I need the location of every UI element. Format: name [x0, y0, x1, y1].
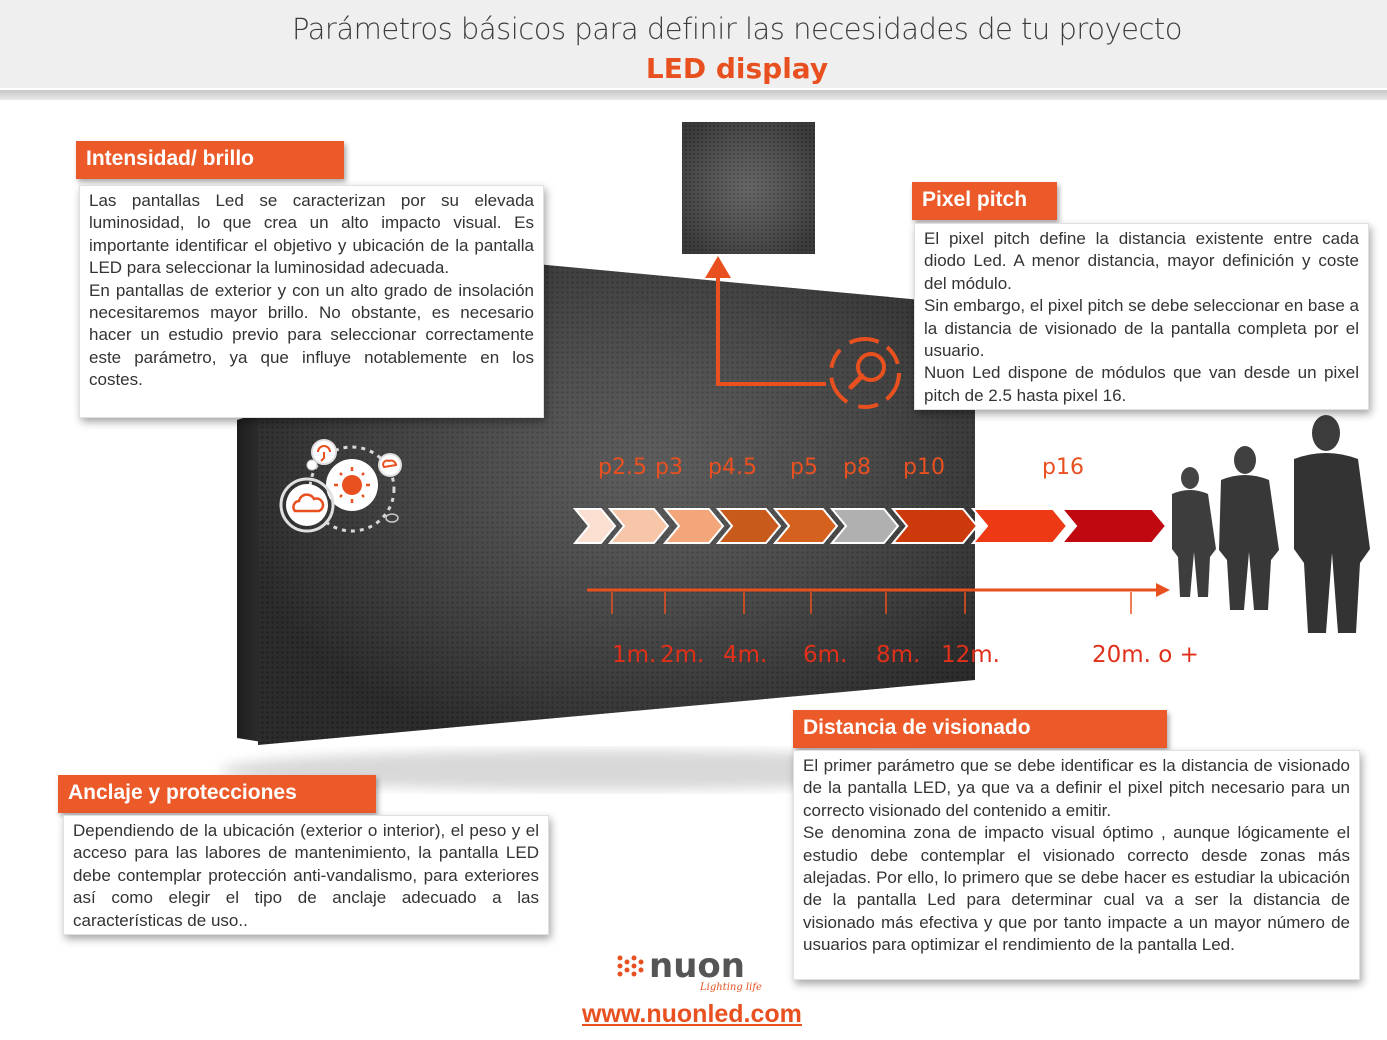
anclaje-title: Anclaje y protecciones	[58, 775, 376, 813]
pitch-chevron	[1062, 509, 1166, 543]
pitch-chevron	[973, 509, 1067, 543]
brillo-title: Intensidad/ brillo	[76, 141, 344, 179]
anclaje-description	[63, 815, 549, 935]
distancia-title: Distancia de visionado	[793, 710, 1167, 748]
anclaje-paragraph: Dependiendo de la ubicación (exterior o interior), el peso y el acceso para las labores de mantenimiento, la pantalla LED debe contemplar protección anti-vandalismo, para exteriores así como elegir el tipo de anclaje adecuado a las características de uso..	[73, 821, 539, 930]
pitch-label: p2.5	[598, 455, 647, 480]
distance-label: 8m.	[876, 642, 921, 668]
distance-label: 6m.	[803, 642, 848, 668]
pitch-label: p5	[790, 455, 818, 480]
pixel-pitch-paragraph: Sin embargo, el pixel pitch se debe seleccionar en base a la distancia de visionado de la pantalla completa por el usuario.	[924, 296, 1359, 361]
distancia-description	[793, 750, 1360, 980]
pixel-pitch-title: Pixel pitch	[912, 182, 1057, 220]
pitch-label: p4.5	[708, 455, 757, 480]
logo-tagline: Lighting life	[700, 982, 762, 993]
page-subtitle: LED display	[645, 52, 829, 85]
brillo-paragraph: En pantallas de exterior y con un alto grado de insolación necesitaremos mayor brillo. No obstante, es necesario hacer un estudio previo para seleccionar correctamente este parámetro, ya que influye notablemente en los costes.	[89, 280, 534, 390]
page-title: Parámetros básicos para definir las necesidades de tu proyecto	[291, 12, 1183, 46]
pixel-pitch-paragraph: Nuon Led dispone de módulos que van desde un pixel pitch de 2.5 hasta pixel 16.	[924, 363, 1359, 405]
pitch-label: p16	[1042, 455, 1084, 480]
people-silhouette	[1172, 415, 1370, 633]
nuon-logo	[615, 946, 770, 998]
pitch-label: p8	[843, 455, 871, 480]
brillo-paragraph: Las pantallas Led se caracterizan por su elevada luminosidad, lo que crea un alto impacto visual. Es importante identificar el objetivo y ubicación de la pantalla LED para seleccionar la luminosidad adecuada.	[89, 191, 534, 278]
distancia-paragraph: Se denomina zona de impacto visual óptimo , aunque lógicamente el estudio debe contemplar el visionado correcto desde zonas más alejadas. Por ello, lo primero que se debe hacer es estudiar la ubicación de la pantalla Led para determinar cual va a ser la distancia de visionado más efectiva y que por tanto impacte a un mayor número de usuarios para optimizar el rendimiento de la pantalla Led.	[803, 823, 1350, 955]
logo-mark-icon	[615, 946, 770, 994]
distance-label: 1m.	[612, 642, 657, 668]
logo-wordmark: nuon	[649, 946, 745, 986]
distancia-paragraph: El primer parámetro que se debe identificar es la distancia de visionado de la pantalla LED, ya que va a definir el pixel pitch necesario para un correcto visionado del contenido a emitir.	[803, 756, 1350, 820]
pixel-pitch-description	[914, 223, 1369, 410]
pitch-label: p10	[903, 455, 945, 480]
distance-label: 20m. o +	[1092, 642, 1199, 668]
pixel-pitch-paragraph: El pixel pitch define la distancia existente entre cada diodo Led. A menor distancia, mayor definición y coste del módulo.	[924, 229, 1359, 293]
brillo-description	[79, 185, 544, 418]
distance-label: 2m.	[660, 642, 705, 668]
distance-label: 4m.	[723, 642, 768, 668]
website-link[interactable]: www.nuonled.com	[582, 1000, 802, 1028]
distance-label: 12m.	[941, 642, 1000, 668]
pitch-label: p3	[655, 455, 683, 480]
